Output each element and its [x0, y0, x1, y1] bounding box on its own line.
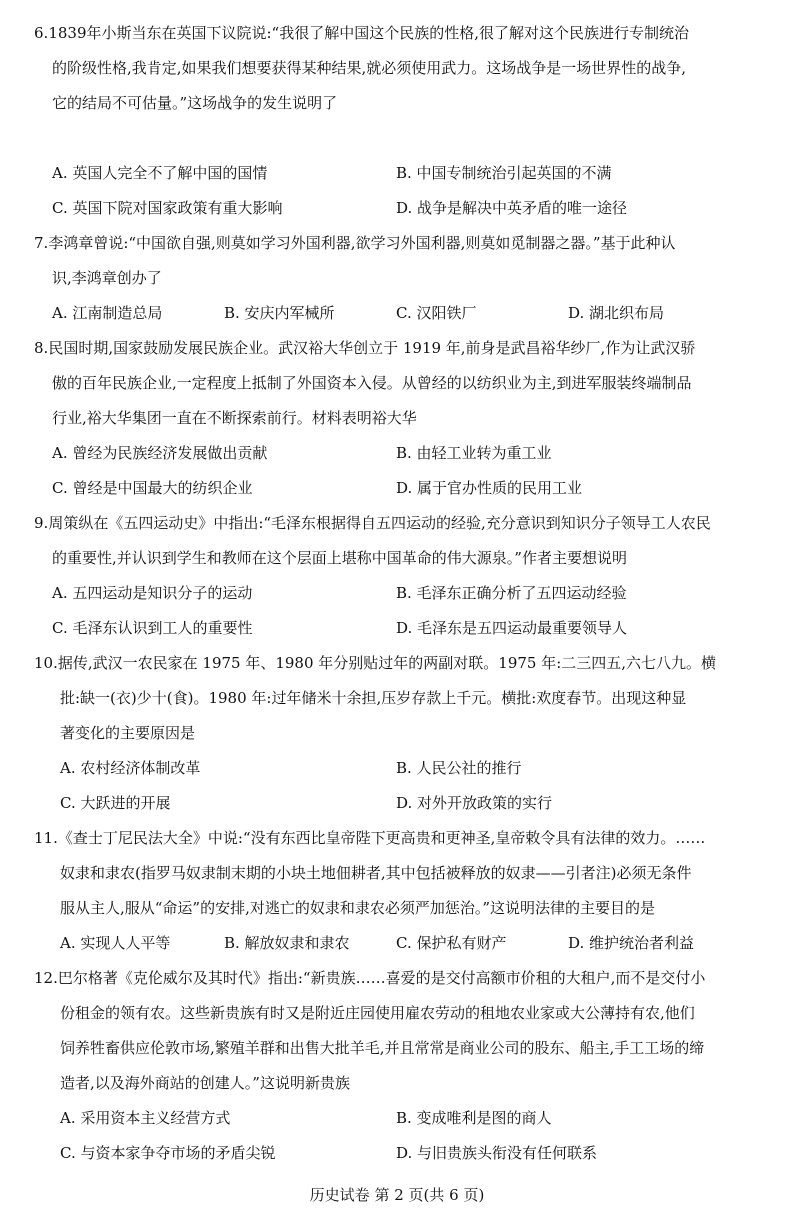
- question-6-line-2: 的阶级性格,我肯定,如果我们想要获得某种结果,就必须使用武力。这场战争是一场世界性的战争,: [52, 59, 687, 77]
- question-9-option-b[interactable]: B. 毛泽东正确分析了五四运动经验: [396, 584, 627, 602]
- question-11-option-a[interactable]: A. 实现人人平等: [60, 934, 171, 952]
- stem-text: 《查士丁尼民法大全》中说:“没有东西比皇帝陛下更高贵和更神圣,皇帝敕令具有法律的效力。……: [57, 829, 706, 847]
- question-10-option-a[interactable]: A. 农村经济体制改革: [60, 759, 201, 777]
- stem-text: 巴尔格著《克伦威尔及其时代》指出:“新贵族……喜爱的是交付高额市价租的大租户,而不是交付小: [57, 969, 706, 987]
- question-6-stem: [34, 16, 772, 121]
- question-6-option-c[interactable]: C. 英国下院对国家政策有重大影响: [52, 199, 283, 217]
- question-8-option-a[interactable]: A. 曾经为民族经济发展做出贡献: [52, 444, 268, 462]
- question-10-line-3: 著变化的主要原因是: [60, 724, 196, 742]
- question-7-line-2: 识,李鸿章创办了: [52, 269, 162, 287]
- stem-text: 1839年小斯当东在英国下议院说:“我很了解中国这个民族的性格,很了解对这个民族进行专制统治: [48, 24, 689, 42]
- question-7-stem: [34, 226, 772, 296]
- question-8-line-3: 行业,裕大华集团一直在不断探索前行。材料表明裕大华: [52, 409, 417, 427]
- stem-text: 周策纵在《五四运动史》中指出:“毛泽东根据得自五四运动的经验,充分意识到知识分子领导工人农民: [48, 514, 711, 532]
- question-7-option-c[interactable]: C. 汉阳铁厂: [396, 304, 477, 322]
- question-number: 7.: [34, 234, 49, 252]
- question-12-option-d[interactable]: D. 与旧贵族头衔没有任何联系: [396, 1144, 598, 1162]
- question-number: 10.: [34, 654, 58, 672]
- question-9-line-2: 的重要性,并认识到学生和教师在这个层面上堪称中国革命的伟大源泉。”作者主要想说明: [52, 549, 627, 567]
- question-9-option-d[interactable]: D. 毛泽东是五四运动最重要领导人: [396, 619, 628, 637]
- question-12-stem: [34, 961, 772, 1101]
- question-11-option-d[interactable]: D. 维护统治者利益: [568, 934, 695, 952]
- question-7-option-d[interactable]: D. 湖北织布局: [568, 304, 665, 322]
- question-8-line-1: [34, 331, 772, 366]
- question-8-option-c[interactable]: C. 曾经是中国最大的纺织企业: [52, 479, 253, 497]
- question-6-option-a[interactable]: A. 英国人完全不了解中国的国情: [52, 164, 268, 182]
- question-11-option-b[interactable]: B. 解放奴隶和隶农: [224, 934, 350, 952]
- question-10-option-c[interactable]: C. 大跃进的开展: [60, 794, 171, 812]
- question-number: 9.: [34, 514, 49, 532]
- question-7-option-b[interactable]: B. 安庆内军械所: [224, 304, 335, 322]
- question-number: 6.: [34, 24, 49, 42]
- question-12-option-a[interactable]: A. 采用资本主义经营方式: [60, 1109, 231, 1127]
- question-8-line-2: 傲的百年民族企业,一定程度上抵制了外国资本入侵。从曾经的以纺织业为主,到进军服装终端制品: [52, 374, 692, 392]
- question-10-option-d[interactable]: D. 对外开放政策的实行: [396, 794, 553, 812]
- question-9-stem: [34, 506, 772, 576]
- question-10-stem: [34, 646, 772, 751]
- stem-text: 李鸿章曾说:“中国欲自强,则莫如学习外国利器,欲学习外国利器,则莫如觅制器之器。”基于此种认: [48, 234, 676, 252]
- question-12-line-3: 饲养牲畜供应伦敦市场,繁殖羊群和出售大批羊毛,并且常常是商业公司的股东、船主,手工工场的缔: [60, 1039, 705, 1057]
- question-11-option-c[interactable]: C. 保护私有财产: [396, 934, 507, 952]
- question-number: 12.: [34, 969, 58, 987]
- question-8-stem: [34, 331, 772, 436]
- question-10-line-1: [34, 646, 772, 681]
- question-11-stem: [34, 821, 772, 926]
- question-8-option-d[interactable]: D. 属于官办性质的民用工业: [396, 479, 583, 497]
- question-6-option-b[interactable]: B. 中国专制统治引起英国的不满: [396, 164, 612, 182]
- question-7-line-1: [34, 226, 772, 261]
- question-6-option-d[interactable]: D. 战争是解决中英矛盾的唯一途径: [396, 199, 628, 217]
- page-footer: 历史试卷 第 2 页(共 6 页): [309, 1186, 485, 1204]
- question-9-line-1: [34, 506, 772, 541]
- question-12-line-2: 份租金的领有农。这些新贵族有时又是附近庄园使用雇农劳动的租地农业家或大公薄持有农,他们: [60, 1004, 695, 1022]
- question-11-line-3: 服从主人,服从“命运”的安排,对逃亡的奴隶和隶农必须严加惩治。”这说明法律的主要目的是: [60, 899, 656, 917]
- question-11-line-1: [34, 821, 772, 856]
- question-12-option-b[interactable]: B. 变成唯利是图的商人: [396, 1109, 552, 1127]
- question-number: 11.: [34, 829, 58, 847]
- question-6-line-1: [34, 16, 772, 51]
- question-10-option-b[interactable]: B. 人民公社的推行: [396, 759, 522, 777]
- question-9-option-c[interactable]: C. 毛泽东认识到工人的重要性: [52, 619, 253, 637]
- question-8-option-b[interactable]: B. 由轻工业转为重工业: [396, 444, 552, 462]
- question-12-option-c[interactable]: C. 与资本家争夺市场的矛盾尖锐: [60, 1144, 276, 1162]
- question-10-line-2: 批:缺一(衣)少十(食)。1980 年:过年储米十余担,压岁存款上千元。横批:欢度春节。出现这种显: [60, 689, 687, 707]
- stem-text: 民国时期,国家鼓励发展民族企业。武汉裕大华创立于 1919 年,前身是武昌裕华纱厂,作为让武汉骄: [48, 339, 696, 357]
- question-12-line-4: 造者,以及海外商站的创建人。”这说明新贵族: [60, 1074, 350, 1092]
- question-6-line-3: 它的结局不可估量。”这场战争的发生说明了: [52, 94, 338, 112]
- stem-text: 据传,武汉一农民家在 1975 年、1980 年分别贴过年的两副对联。1975 年:二三四五,六七八九。横: [57, 654, 717, 672]
- question-number: 8.: [34, 339, 49, 357]
- question-12-line-1: [34, 961, 772, 996]
- question-9-option-a[interactable]: A. 五四运动是知识分子的运动: [52, 584, 253, 602]
- question-7-option-a[interactable]: A. 江南制造总局: [52, 304, 163, 322]
- question-11-line-2: 奴隶和隶农(指罗马奴隶制末期的小块土地佃耕者,其中包括被释放的奴隶——引者注)必须无条件: [60, 864, 692, 882]
